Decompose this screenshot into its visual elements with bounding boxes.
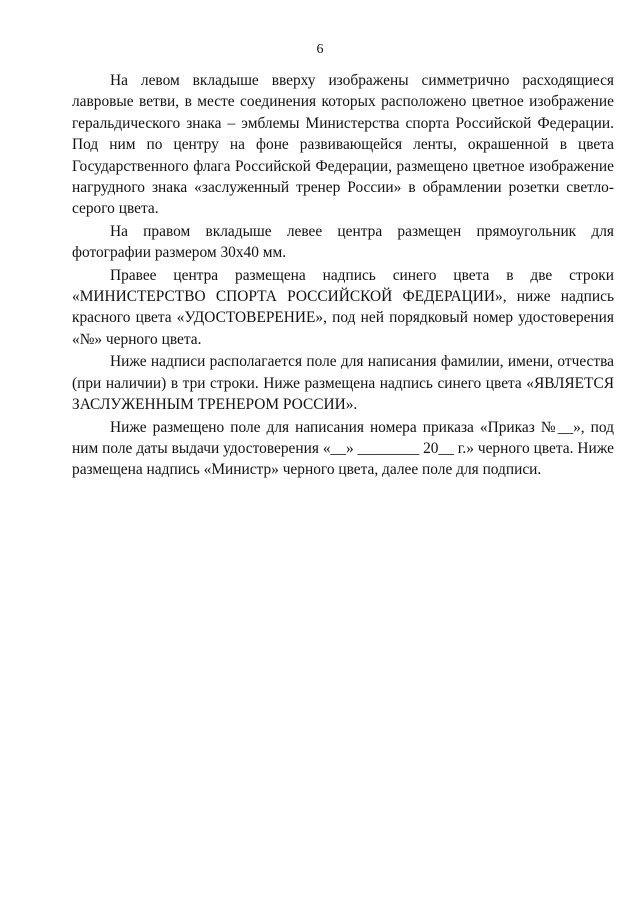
paragraph-photo-rectangle: На правом вкладыше левее центра размещен прямоугольник для фотографии размером 30х40 мм. [72, 222, 614, 262]
paragraph-name-field: Ниже надписи располагается поле для написания фамилии, имени, отчества (при наличии) в три строки. Ниже размещена надпись синего цвета «ЯВЛЯЕТСЯ ЗАСЛУЖЕННЫМ ТРЕНЕРОМ РОССИИ». [72, 353, 614, 414]
paragraph-order-field: Ниже размещено поле для написания номера приказа «Приказ №__», под ним поле даты выдачи удостоверения «__» ________ 20__ г.» черного цвета. Ниже размещена надпись «Министр» черного цвета, далее поле для подписи. [72, 418, 614, 479]
paragraph-left-insert-description: На левом вкладыше вверху изображены симметрично расходящиеся лавровые ветви, в месте соединения которых расположено цветное изображение геральдического знака – эмблемы Министерства спорта Российской Федерации. Под ним по центру на фоне развивающейся ленты, окрашенной в цвета Государственного флага Российской Федерации, размещено цветное изображение нагрудного знака «заслуженный тренер России» в обрамлении розетки светло-серого цвета. [72, 72, 614, 218]
paragraph-ministry-inscription: Правее центра размещена надпись синего цвета в две строки «МИНИСТЕРСТВО СПОРТА РОССИЙСКОЙ ФЕДЕРАЦИИ», ниже надпись красного цвета «УДОСТОВЕРЕНИЕ», под ней порядковый номер удостоверения «№» черного цвета. [72, 266, 614, 348]
page-number: 6 [316, 42, 324, 57]
document-body [72, 70, 614, 482]
